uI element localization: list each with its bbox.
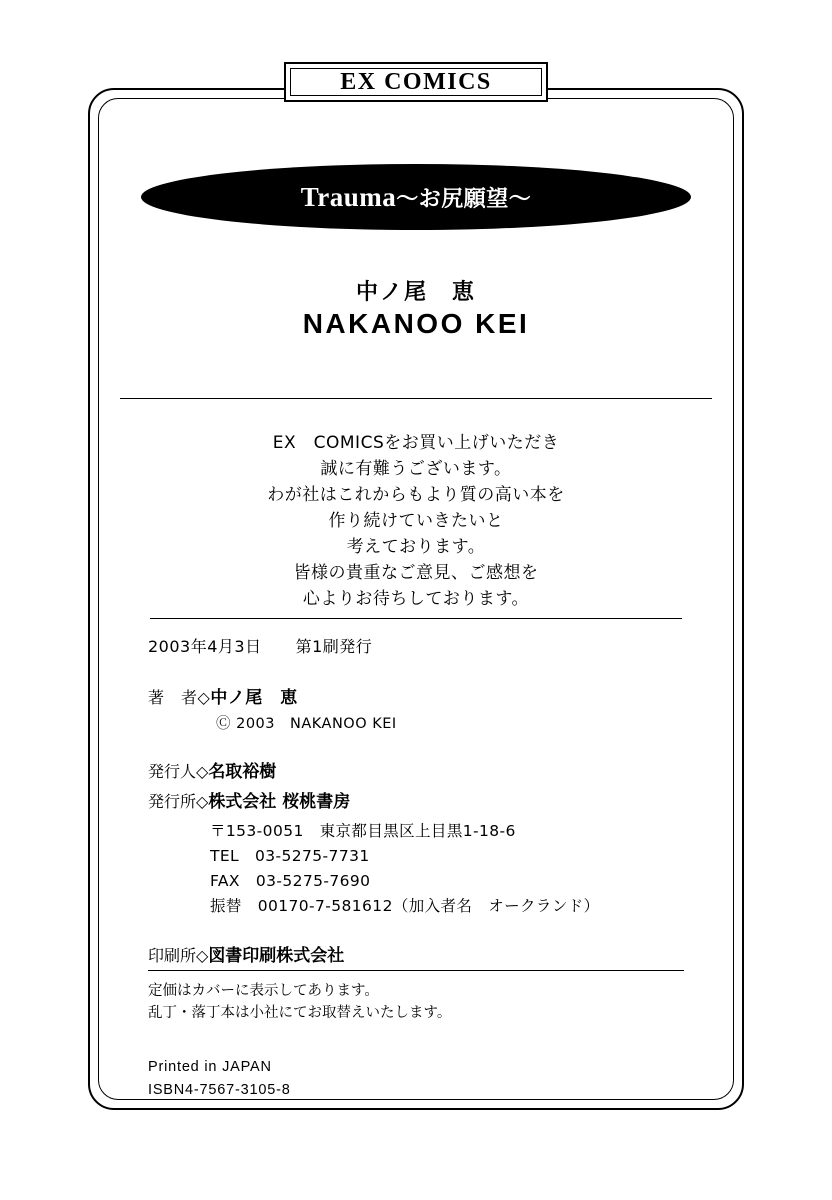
message-line: わが社はこれからもより質の高い本を (267, 485, 565, 505)
book-title-main: Trauma (300, 181, 397, 212)
message-line: 皆様の貴重なご意見、ご感想を (293, 563, 539, 583)
message-line: 考えております。 (346, 537, 486, 557)
publisher-person-value: 名取裕樹 (208, 762, 277, 782)
printer-row (148, 941, 708, 966)
author-name-jp: 中ノ尾 恵 (355, 280, 476, 305)
divider-notes-top (148, 970, 684, 971)
message-line: 誠に有難うございます。 (320, 459, 512, 479)
isbn: ISBN4-7567-3105-8 (148, 1082, 291, 1098)
publisher-company-row (148, 787, 708, 812)
notes-line-price: 定価はカバーに表示してあります。 (148, 983, 379, 999)
publisher-contact-block (148, 819, 708, 919)
publisher-tel: TEL 03-5275-7731 (210, 847, 370, 865)
author-value: 中ノ尾 恵 (210, 688, 298, 708)
copyright-line: Ⓒ 2003 NAKANOO KEI (216, 716, 397, 732)
edition-label: 第1刷発行 (295, 637, 373, 656)
footer-block (148, 1056, 688, 1102)
thank-you-message (0, 430, 832, 612)
publisher-address: 〒153-0051 東京都目黒区上目黒1-18-6 (210, 822, 516, 840)
message-line: 心よりお待ちしております。 (302, 589, 530, 609)
divider-top (120, 398, 712, 399)
printed-in: Printed in JAPAN (148, 1059, 272, 1075)
title-plate (141, 164, 691, 230)
ex-comics-banner (284, 62, 548, 102)
publisher-fax: FAX 03-5275-7690 (210, 872, 371, 890)
imprint-block (148, 634, 708, 966)
publisher-company-label: 発行所◇ (148, 792, 209, 811)
publisher-company-value: 株式会社 桜桃書房 (208, 792, 351, 812)
author-label: 著 者◇ (148, 688, 211, 707)
author-row (148, 683, 708, 708)
message-line: EX COMICSをお買い上げいただき (272, 433, 560, 453)
publication-date: 2003年4月3日 (148, 637, 262, 656)
publisher-person-row (148, 757, 708, 782)
divider-message-bottom (150, 618, 682, 619)
message-line: 作り続けていきたいと (328, 511, 504, 531)
publisher-furikae: 振替 00170-7-581612（加入者名 オークランド） (210, 897, 600, 915)
banner-label: EX COMICS (340, 68, 492, 95)
book-title-sub: 〜お尻願望〜 (396, 186, 532, 212)
notes-block (148, 980, 688, 1024)
publication-date-row (148, 634, 708, 657)
printer-value: 図書印刷株式会社 (208, 946, 345, 966)
publisher-person-label: 発行人◇ (148, 762, 209, 781)
notes-line-defect: 乱丁・落丁本は小社にてお取替えいたします。 (148, 1005, 452, 1021)
printer-label: 印刷所◇ (148, 946, 209, 965)
author-name-romaji: NAKANOO KEI (302, 308, 530, 339)
book-title (301, 182, 532, 213)
